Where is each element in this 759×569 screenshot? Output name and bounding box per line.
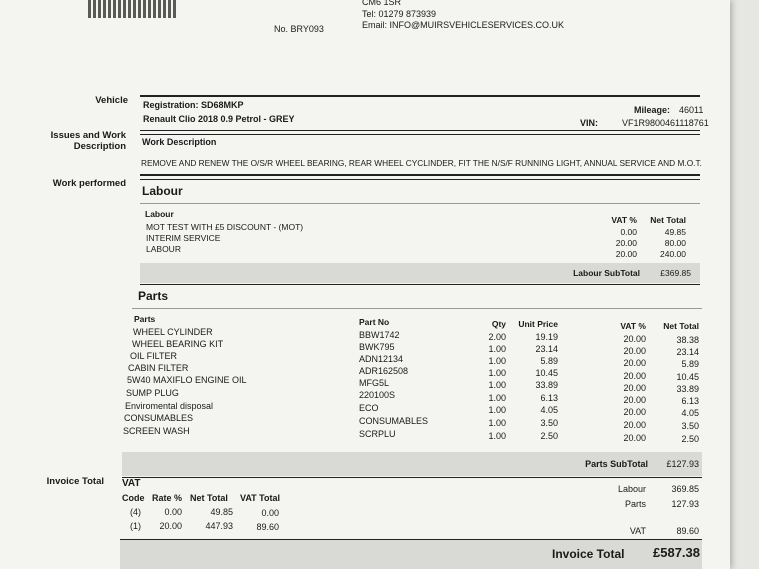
divider xyxy=(120,539,702,540)
parts-row-partno: ADR162508 xyxy=(359,366,409,376)
parts-row-vat: 20.00 xyxy=(623,407,646,417)
vat-row-code: (4) xyxy=(130,507,141,517)
parts-row-vat: 20.00 xyxy=(623,433,646,443)
parts-row-unit: 3.50 xyxy=(540,418,558,428)
parts-row-unit: 33.89 xyxy=(535,380,558,390)
parts-row-name: WHEEL BEARING KIT xyxy=(132,339,224,349)
divider xyxy=(122,477,702,478)
vat-row-net: 49.85 xyxy=(210,507,233,517)
labour-subtotal-value: £369.85 xyxy=(660,268,691,278)
work-description-text: REMOVE AND RENEW THE O/S/R WHEEL BEARING, REAR WHEEL CYCLINDER, FIT THE N/S/F RUNNING LIGHT, ANNUAL SERVICE AND M.O.T. xyxy=(141,158,702,168)
vat-header-vat: VAT Total xyxy=(240,493,280,503)
issues-label xyxy=(30,130,126,152)
parts-row-net: 2.50 xyxy=(681,434,699,444)
parts-row-partno: MFG5L xyxy=(359,378,390,388)
parts-row-net: 4.05 xyxy=(681,408,699,418)
labour-row-name: INTERIM SERVICE xyxy=(146,233,221,243)
divider xyxy=(140,130,700,131)
parts-title: Parts xyxy=(138,289,169,303)
parts-row-partno: ECO xyxy=(359,403,379,413)
parts-row-vat: 20.00 xyxy=(623,371,646,381)
invoice-total-section-label: Invoice Total xyxy=(46,476,104,487)
parts-row-unit: 23.14 xyxy=(535,344,558,354)
divider xyxy=(140,134,700,135)
parts-row-partno: BWK795 xyxy=(359,342,395,352)
parts-row-partno: BBW1742 xyxy=(359,330,400,340)
divider xyxy=(140,284,700,285)
parts-row-qty: 1.00 xyxy=(488,368,506,378)
labour-row-vat: 0.00 xyxy=(620,227,637,237)
vin-value: VF1R9800461118761 xyxy=(622,118,709,128)
labour-header-name: Labour xyxy=(145,209,174,219)
labour-row-net: 49.85 xyxy=(664,227,686,237)
registration: Registration: SD68MKP xyxy=(143,100,244,110)
parts-row-net: 38.38 xyxy=(676,335,699,345)
vat-row-vat: 89.60 xyxy=(256,522,279,532)
parts-row-name: OIL FILTER xyxy=(130,351,178,361)
divider xyxy=(140,174,700,176)
parts-row-vat: 20.00 xyxy=(623,346,646,356)
vat-header-code: Code xyxy=(122,493,145,503)
summary-vat-label: VAT xyxy=(629,526,646,536)
parts-header-qty: Qty xyxy=(491,319,506,329)
company-logo xyxy=(88,0,178,18)
vat-row-rate: 20.00 xyxy=(159,521,182,531)
mileage-value: 46011 xyxy=(679,105,704,115)
parts-row-qty: 1.00 xyxy=(488,418,506,428)
vat-title: VAT xyxy=(122,478,141,489)
parts-row-name: Enviromental disposal xyxy=(125,401,214,411)
parts-subtotal-value: £127.93 xyxy=(666,459,699,469)
divider xyxy=(140,179,700,180)
vat-header-rate: Rate % xyxy=(152,493,183,503)
parts-row-unit: 2.50 xyxy=(540,431,558,441)
invoice-number: No. BRY093 xyxy=(274,24,324,34)
parts-header-name: Parts xyxy=(134,314,156,324)
parts-row-qty: 1.00 xyxy=(488,356,506,366)
labour-row-name: MOT TEST WITH £5 DISCOUNT - (MOT) xyxy=(146,222,304,232)
vat-row-code: (1) xyxy=(130,521,141,531)
vin-label: VIN: xyxy=(580,118,598,128)
email: Email: INFO@MUIRSVEHICLESERVICES.CO.UK xyxy=(362,20,565,30)
labour-subtotal-label: Labour SubTotal xyxy=(573,268,640,278)
parts-row-net: 33.89 xyxy=(676,384,699,394)
divider xyxy=(140,95,700,97)
work-description-heading: Work Description xyxy=(142,137,217,147)
labour-row-name: LABOUR xyxy=(146,244,181,254)
vat-row-net: 447.93 xyxy=(205,521,233,531)
parts-row-qty: 1.00 xyxy=(488,344,506,354)
parts-row-vat: 20.00 xyxy=(623,334,646,344)
work-performed-label: Work performed xyxy=(52,178,126,189)
divider xyxy=(140,203,700,204)
parts-subtotal-label: Parts SubTotal xyxy=(585,459,648,469)
labour-row-vat: 20.00 xyxy=(615,249,637,259)
parts-row-net: 10.45 xyxy=(676,372,699,382)
labour-header-net: Net Total xyxy=(650,215,686,225)
parts-row-name: CONSUMABLES xyxy=(124,413,194,423)
parts-row-unit: 19.19 xyxy=(535,332,558,342)
parts-row-partno: SCRPLU xyxy=(359,429,396,439)
parts-row-partno: CONSUMABLES xyxy=(359,416,429,426)
parts-row-vat: 20.00 xyxy=(623,395,646,405)
divider xyxy=(132,308,702,309)
vehicle-description: Renault Clio 2018 0.9 Petrol - GREY xyxy=(143,114,295,124)
parts-row-qty: 1.00 xyxy=(488,431,506,441)
parts-row-partno: ADN12134 xyxy=(359,354,404,364)
labour-header-vat: VAT % xyxy=(611,215,637,225)
vat-row-vat: 0.00 xyxy=(261,508,279,518)
parts-row-unit: 5.89 xyxy=(540,356,558,366)
parts-row-qty: 1.00 xyxy=(488,380,506,390)
parts-row-name: 5W40 MAXIFLO ENGINE OIL xyxy=(127,375,247,385)
labour-row-net: 80.00 xyxy=(664,238,686,248)
parts-row-net: 6.13 xyxy=(681,396,699,406)
labour-title: Labour xyxy=(142,184,183,198)
parts-row-qty: 1.00 xyxy=(488,405,506,415)
parts-header-partno: Part No xyxy=(359,317,390,327)
postcode: CM6 1SR xyxy=(362,0,402,7)
telephone: Tel: 01279 873939 xyxy=(362,9,437,19)
parts-row-name: SCREEN WASH xyxy=(123,426,190,436)
parts-row-vat: 20.00 xyxy=(623,420,646,430)
parts-row-net: 3.50 xyxy=(681,421,699,431)
parts-header-unit: Unit Price xyxy=(518,319,558,329)
parts-row-qty: 1.00 xyxy=(488,393,506,403)
parts-row-net: 5.89 xyxy=(681,359,699,369)
vat-header-net: Net Total xyxy=(190,493,228,503)
issues-label-line1: Issues and Work xyxy=(50,130,126,141)
invoice-total-label: Invoice Total xyxy=(552,547,625,561)
parts-row-partno: 220100S xyxy=(359,390,396,400)
summary-vat-value: 89.60 xyxy=(676,526,699,536)
mileage-label: Mileage: xyxy=(634,105,671,115)
vehicle-label: Vehicle xyxy=(95,95,128,106)
parts-row-qty: 2.00 xyxy=(488,332,506,342)
labour-row-vat: 20.00 xyxy=(615,238,637,248)
parts-row-net: 23.14 xyxy=(676,347,699,357)
parts-row-vat: 20.00 xyxy=(623,383,646,393)
parts-row-unit: 4.05 xyxy=(540,405,558,415)
issues-label-line2: Description xyxy=(73,141,126,152)
summary-parts-label: Parts xyxy=(624,499,646,509)
parts-row-vat: 20.00 xyxy=(623,358,646,368)
summary-parts-value: 127.93 xyxy=(671,499,699,509)
summary-labour-value: 369.85 xyxy=(671,484,699,494)
vat-row-rate: 0.00 xyxy=(164,507,182,517)
parts-row-name: CABIN FILTER xyxy=(128,363,189,373)
parts-row-name: WHEEL CYLINDER xyxy=(133,327,213,337)
parts-row-unit: 10.45 xyxy=(535,368,558,378)
parts-row-unit: 6.13 xyxy=(540,393,558,403)
parts-row-name: SUMP PLUG xyxy=(126,388,179,398)
parts-header-net: Net Total xyxy=(663,321,699,331)
parts-header-vat: VAT % xyxy=(620,321,646,331)
summary-labour-label: Labour xyxy=(617,484,646,494)
labour-row-net: 240.00 xyxy=(660,249,686,259)
invoice-total-value: £587.38 xyxy=(653,545,700,560)
